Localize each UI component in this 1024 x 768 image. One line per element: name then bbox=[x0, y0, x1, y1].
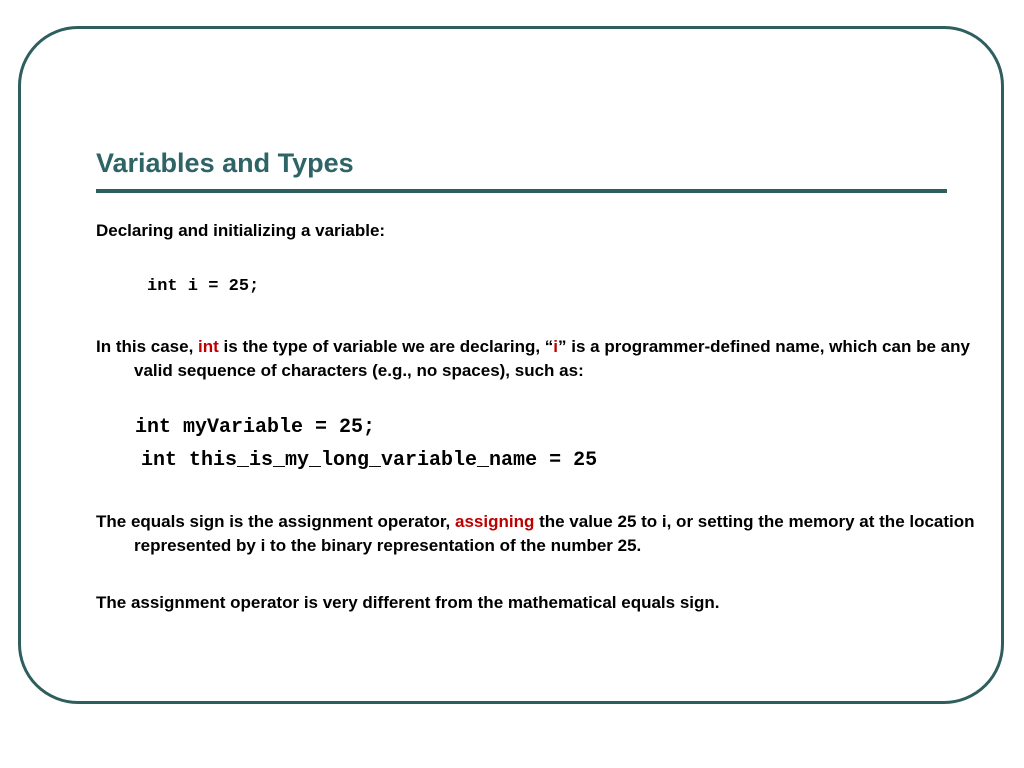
assignment-paragraph bbox=[96, 510, 1002, 558]
code-example-simple: int i = 25; bbox=[147, 277, 260, 296]
keyword-int: int bbox=[198, 337, 219, 356]
operator-note-paragraph: The assignment operator is very different from the mathematical equals sign. bbox=[96, 593, 720, 612]
declaring-paragraph: Declaring and initializing a variable: bbox=[96, 221, 386, 240]
keyword-i: i bbox=[553, 337, 559, 356]
explanation-paragraph bbox=[96, 335, 1002, 383]
keyword-assigning: assigning bbox=[454, 512, 535, 531]
code-example-long-name: int this_is_my_long_variable_name = 25 bbox=[141, 449, 598, 472]
slide-title: Variables and Types bbox=[96, 148, 354, 178]
title-divider bbox=[96, 189, 947, 193]
explanation-text-2: is the type of variable we are declaring, “ bbox=[218, 337, 554, 356]
assignment-text-2: the value 25 to i, or setting the memory at the location represented by i to the binary representation of the number 25. bbox=[134, 512, 975, 555]
assignment-text-1: The equals sign is the assignment operator, bbox=[96, 512, 455, 531]
explanation-text-1: In this case, bbox=[96, 337, 199, 356]
code-example-myvariable: int myVariable = 25; bbox=[135, 416, 376, 439]
explanation-text-3: ” is a programmer-defined name, which can be any valid sequence of characters (e.g., no spaces), such as: bbox=[134, 337, 970, 380]
